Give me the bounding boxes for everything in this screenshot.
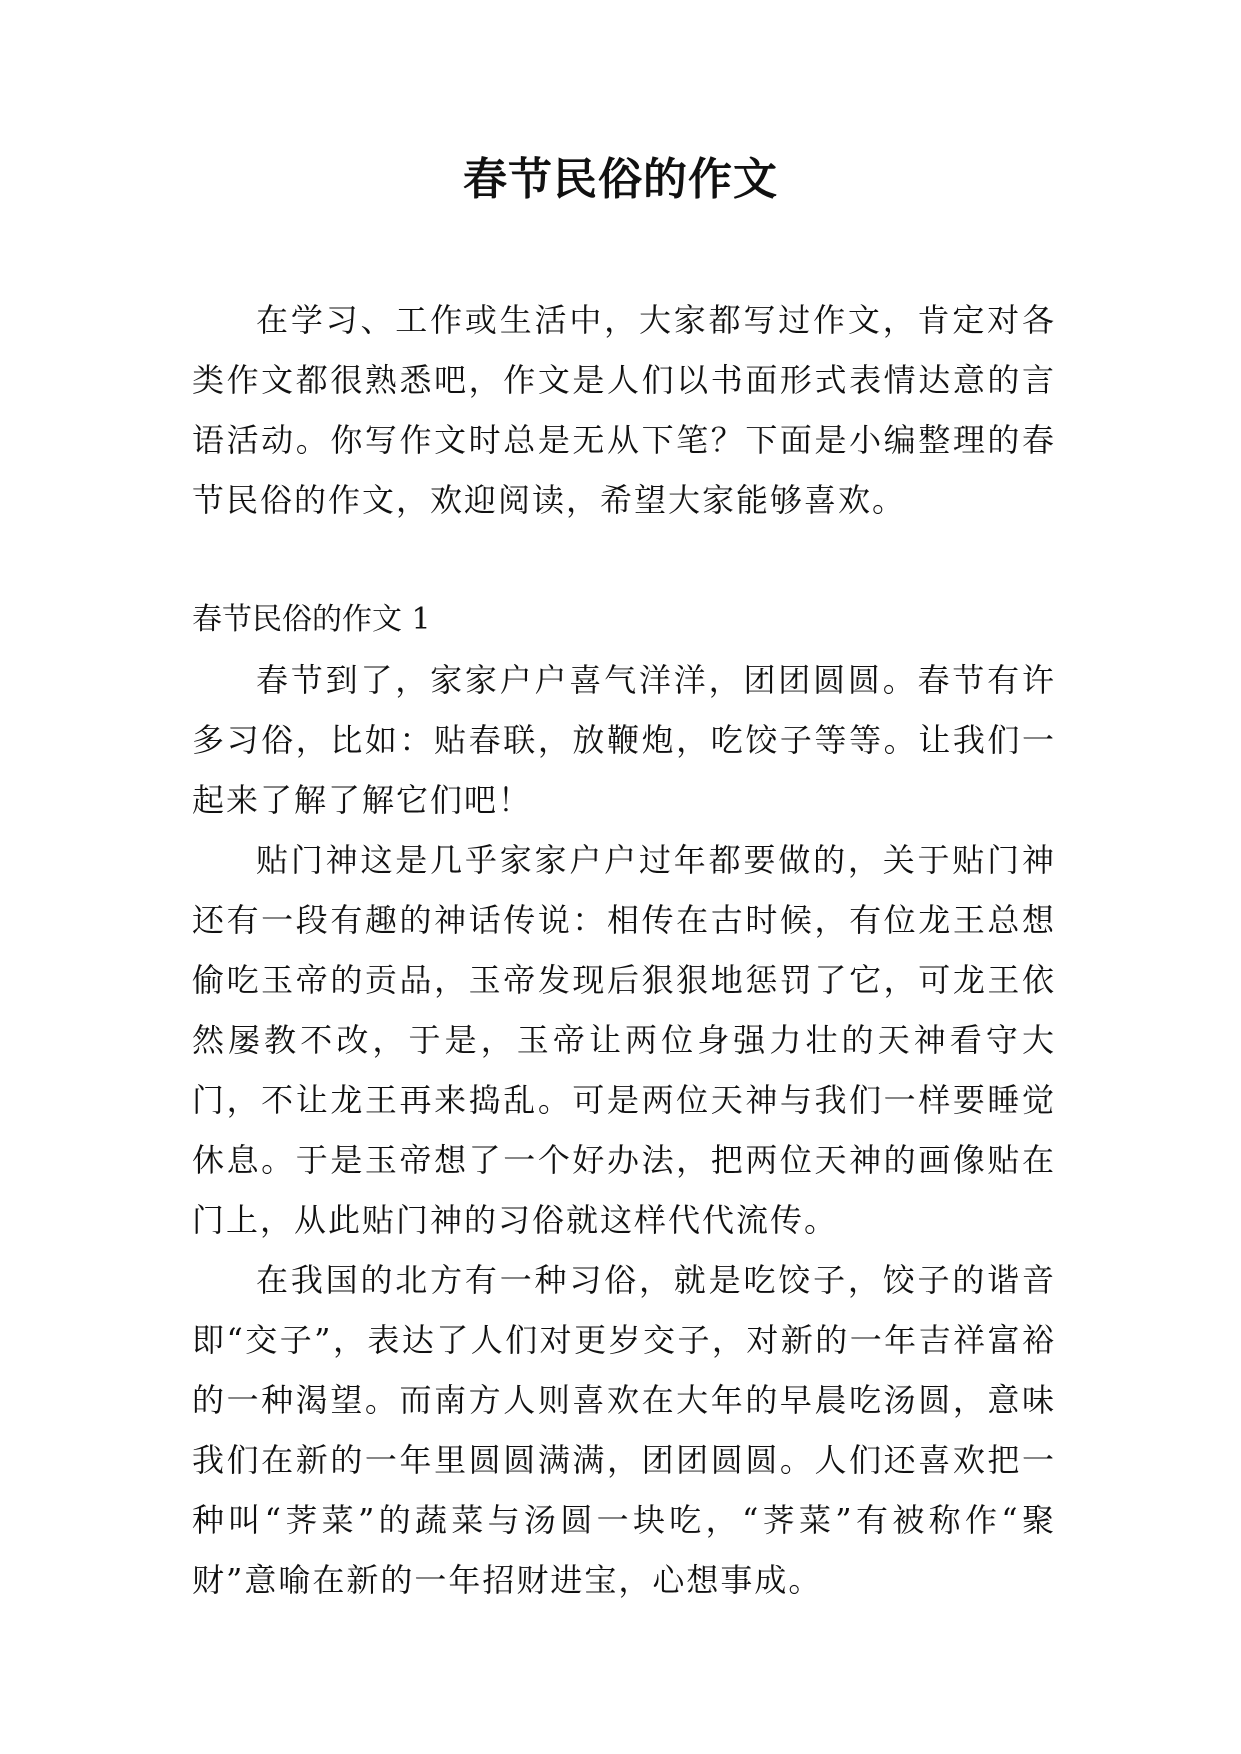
intro-paragraph: 在学习、工作或生活中，大家都写过作文，肯定对各类作文都很熟悉吧，作文是人们以书面形式表情达意的言语活动。你写作文时总是无从下笔？下面是小编整理的春节民俗的作文，欢迎阅读，希望大家能够喜欢。 (192, 301, 1056, 519)
body-paragraph-3: 在我国的北方有一种习俗，就是吃饺子，饺子的谐音即“交子”，表达了人们对更岁交子，对新的一年吉祥富裕的一种渴望。而南方人则喜欢在大年的早晨吃汤圆，意味我们在新的一年里圆圆满满，团团圆圆。人们还喜欢把一种叫“荠菜”的蔬菜与汤圆一块吃，“荠菜”有被称作“聚财”意喻在新的一年招财进宝，心想事成。 (192, 1261, 1056, 1599)
document-title: 春节民俗的作文 (463, 154, 778, 205)
document-body (192, 290, 1056, 1610)
paragraph-gap (192, 530, 1056, 590)
body-paragraph-2: 贴门神这是几乎家家户户过年都要做的，关于贴门神还有一段有趣的神话传说：相传在古时候，有位龙王总想偷吃玉帝的贡品，玉帝发现后狠狠地惩罚了它，可龙王依然屡教不改，于是，玉帝让两位身强力壮的天神看守大门，不让龙王再来捣乱。可是两位天神与我们一样要睡觉休息。于是玉帝想了一个好办法，把两位天神的画像贴在门上，从此贴门神的习俗就这样代代流传。 (192, 841, 1056, 1239)
section-heading: 春节民俗的作文 1 (192, 602, 431, 637)
body-paragraph-1: 春节到了，家家户户喜气洋洋，团团圆圆。春节有许多习俗，比如：贴春联，放鞭炮，吃饺子等等。让我们一起来了解了解它们吧！ (192, 661, 1056, 819)
